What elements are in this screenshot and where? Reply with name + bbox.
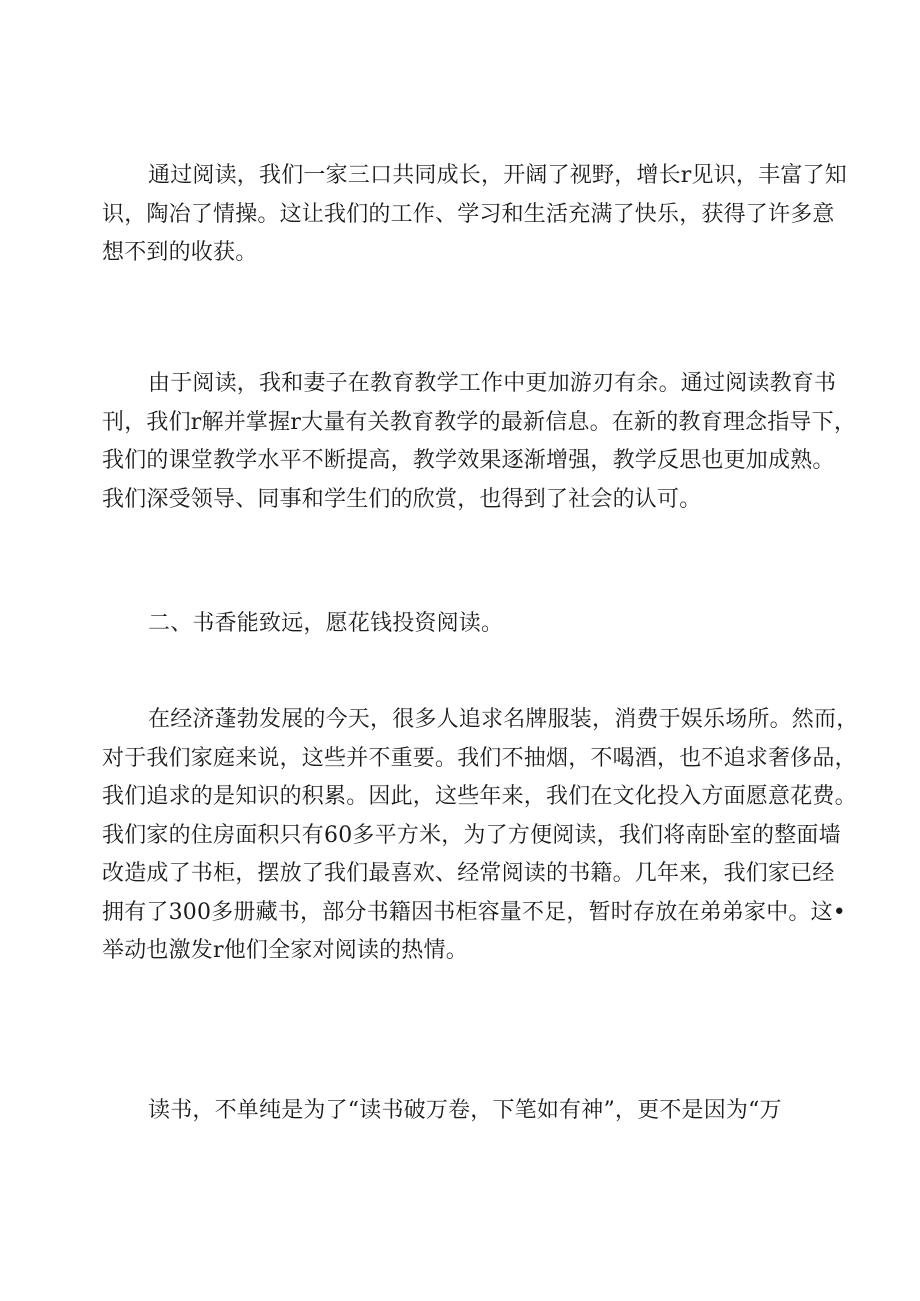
text-line: 刊，我们r解并掌握r大量有关教育教学的最新信息。在新的教育理念指导下， (102, 409, 857, 435)
text-line: 读书，不单纯是为了“读书破万卷，下笔如有神”，更不是因为“万 (148, 1098, 782, 1123)
paragraph-teaching (102, 365, 857, 519)
text-line: 识，陶冶了情操。这让我们的工作、学习和生活充满了快乐，获得了许多意 (102, 201, 835, 227)
text-line: 二、书香能致远，愿花钱投资阅读。 (148, 611, 504, 636)
paragraph-reading-growth (102, 157, 847, 273)
text-line: 我们家的住房面积只有60多平方米，为了方便阅读，我们将南卧室的整面墙 (102, 822, 841, 848)
paragraph-investment (102, 701, 859, 971)
text-line: 通过阅读，我们一家三口共同成长，开阔了视野，增长r见识，丰富了知 (148, 163, 847, 188)
section-heading (102, 605, 814, 644)
text-line: 我们深受领导、同事和学生们的欣赏，也得到了社会的认可。 (102, 486, 702, 512)
text-line: 在经济蓬勃发展的今天，很多人追求名牌服装，消费于娱乐场所。然而， (148, 707, 859, 732)
text-line: 拥有了300多册藏书，部分书籍因书柜容量不足，暂时存放在弟弟家中。这• (102, 899, 846, 925)
text-line: 想不到的收获。 (102, 240, 258, 265)
text-line: 由于阅读，我和妻子在教育教学工作中更加游刃有余。通过阅读教育书 (148, 371, 837, 396)
text-line: 举动也激发r他们全家对阅读的热情。 (102, 938, 468, 963)
text-line: 我们追求的是知识的积累。因此，这些年来，我们在文化投入方面愿意花费。 (102, 784, 857, 809)
paragraph-reading-purpose (102, 1092, 814, 1131)
text-line: 改造成了书柜，摆放了我们最喜欢、经常阅读的书籍。几年来，我们家已经 (102, 861, 835, 886)
text-line: 对于我们家庭来说，这些并不重要。我们不抽烟，不喝酒，也不追求奢侈品， (102, 745, 857, 771)
text-line: 我们的课堂教学水平不断提高，教学效果逐渐增强，教学反思也更加成熟。 (102, 448, 835, 473)
